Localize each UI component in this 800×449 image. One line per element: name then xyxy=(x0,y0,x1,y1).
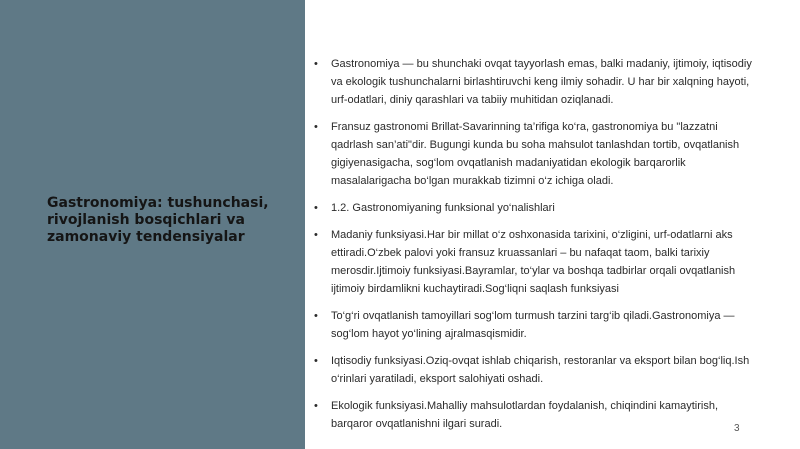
bullet-item-section-heading xyxy=(312,199,760,217)
bullet-text: Madaniy funksiyasi.Har bir millat o‘z oshxonasida tarixini, o‘zligini, urf-odatlarni aks ettiradi.O‘zbek palovi yoki fransuz kruassanlari – bu nafaqat taom, balki tarixiy merosdir.Ijtimoiy funksiyasi.Bayramlar, to‘ylar va boshqa tadbirlar orqali ovqatlanish ijtimoiy birdamlikni kuchaytiradi.Sog‘liqni saqlash funksiyasi xyxy=(331,229,736,295)
bullet-item-definition xyxy=(312,55,760,109)
bullet-list xyxy=(312,55,760,433)
bullet-item-cultural-function xyxy=(312,226,760,298)
bullet-text: Gastronomiya — bu shunchaki ovqat tayyorlash emas, balki madaniy, ijtimoiy, iqtisodiy va ekologik tushunchalarni birlashtiruvchi keng ilmiy sohadir. U har bir xalqning hayoti, urf-odatlari, diniy qarashlari va tabiiy muhitidan oziqlanadi. xyxy=(331,58,752,106)
bullet-item-healthy-eating xyxy=(312,307,760,343)
bullet-item-economic-function xyxy=(312,352,760,388)
bullet-marker: • xyxy=(314,355,318,367)
bullet-text: 1.2. Gastronomiyaning funksional yo‘nalishlari xyxy=(331,202,555,214)
page-number: 3 xyxy=(734,423,740,434)
bullet-marker: • xyxy=(314,202,318,214)
bullet-text: Iqtisodiy funksiyasi.Oziq-ovqat ishlab chiqarish, restoranlar va eksport bilan bog‘liq.Ish o‘rinlari yaratiladi, eksport salohiyati oshadi. xyxy=(331,355,750,385)
slide-content xyxy=(312,55,760,442)
slide-title: Gastronomiya: tushunchasi, rivojlanish bosqichlari va zamonaviy tendensiyalar xyxy=(47,195,269,245)
bullet-item-ecological-function xyxy=(312,397,760,433)
bullet-marker: • xyxy=(314,229,318,241)
bullet-item-brillat-savarin xyxy=(312,118,760,190)
title-panel xyxy=(0,0,305,449)
bullet-text: To‘g‘ri ovqatlanish tamoyillari sog‘lom turmush tarzini targ‘ib qiladi.Gastronomiya — sog‘lom hayot yo‘lining ajralmasqismidir. xyxy=(331,310,735,340)
bullet-marker: • xyxy=(314,121,318,133)
bullet-marker: • xyxy=(314,310,318,322)
bullet-text: Ekologik funksiyasi.Mahalliy mahsulotlardan foydalanish, chiqindini kamaytirish, barqaror ovqatlanishni ilgari suradi. xyxy=(331,400,719,430)
bullet-text: Fransuz gastronomi Brillat-Savarinning ta’rifiga ko‘ra, gastronomiya bu "lazzatni qadrlash san’ati"dir. Bugungi kunda bu soha mahsulot tanlashdan tortib, ovqatlanish gigiyenasigacha, sog‘lom ovqatlanish madaniyatidan ekologik barqarorlik masalalarigacha bo‘lgan murakkab tizimni o‘z ichiga oladi. xyxy=(331,121,740,187)
bullet-marker: • xyxy=(314,400,318,412)
bullet-marker: • xyxy=(314,58,318,70)
